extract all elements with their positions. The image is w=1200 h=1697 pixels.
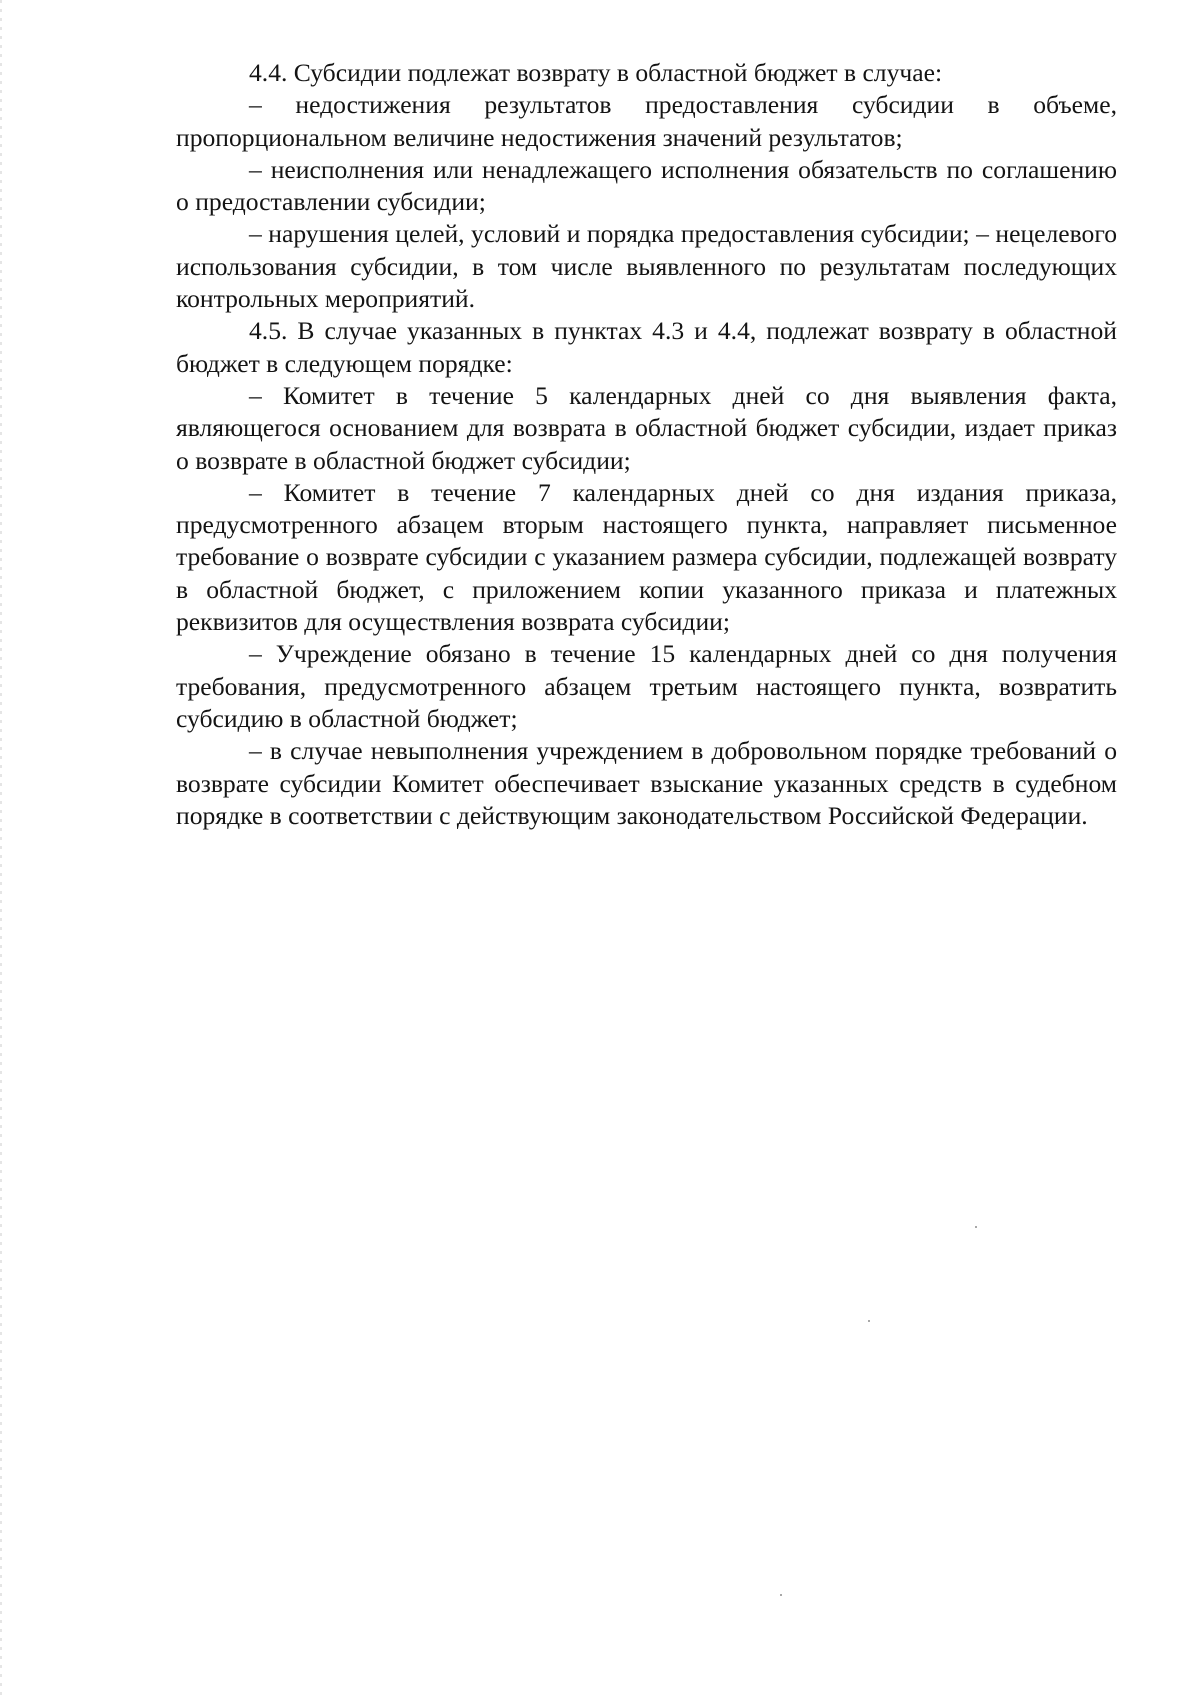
scan-speck <box>780 1594 782 1596</box>
clause-4-5-item-order <box>176 380 1117 477</box>
paragraph-text: – нарушения целей, условий и порядка предоставления субсидии; – нецелевого использования субсидии, в том числе выявленного по результатам последующих контрольных мероприятий. <box>176 219 1117 314</box>
clause-4-4-item-obligations <box>176 154 1117 219</box>
paragraph-text: 4.4. Субсидии подлежат возврату в областной бюджет в случае: <box>249 58 943 87</box>
paragraph-text: – неисполнения или ненадлежащего исполнения обязательств по соглашению о предоставлении субсидии; <box>176 154 1117 217</box>
scan-edge-artifact <box>0 0 2 1697</box>
scan-speck <box>868 1320 870 1322</box>
clause-4-4-item-violations <box>176 218 1117 315</box>
paragraph-text: – Комитет в течение 7 календарных дней со дня издания приказа, предусмотренного абзацем вторым настоящего пункта, направляет письменное требование о возврате субсидии с указанием размера субсидии, подлежащей возврату в областной бюджет, с приложением копии указанного приказа и платежных реквизитов для осуществления возврата субсидии; <box>176 477 1117 637</box>
paragraph-text: – в случае невыполнения учреждением в добровольном порядке требований о возврате субсидии Комитет обеспечивает взыскание указанных средств в судебном порядке в соответствии с действующим законодательством Российской Федерации. <box>176 736 1117 830</box>
paragraph-text: – недостижения результатов предоставления субсидии в объеме, пропорциональном величине недостижения значений результатов; <box>176 90 1117 152</box>
clause-4-5-heading <box>176 315 1117 380</box>
scan-speck <box>975 1226 977 1228</box>
document-body <box>176 57 1117 832</box>
paragraph-text: – Комитет в течение 5 календарных дней со дня выявления факта, являющегося основанием для возврата в областной бюджет субсидии, издает приказ о возврате в областной бюджет субсидии; <box>176 380 1117 475</box>
paragraph-text: – Учреждение обязано в течение 15 календарных дней со дня получения требования, предусмотренного абзацем третьим настоящего пункта, возвратить субсидию в областной бюджет; <box>176 639 1117 733</box>
paragraph-text: 4.5. В случае указанных в пунктах 4.3 и 4.4, подлежат возврату в областной бюджет в следующем порядке: <box>176 316 1117 378</box>
clause-4-5-item-refund <box>176 638 1117 735</box>
clause-4-5-item-demand <box>176 477 1117 638</box>
clause-4-4-item-results <box>176 89 1117 154</box>
clause-4-4-heading <box>176 57 1117 89</box>
clause-4-5-item-court <box>176 735 1117 832</box>
